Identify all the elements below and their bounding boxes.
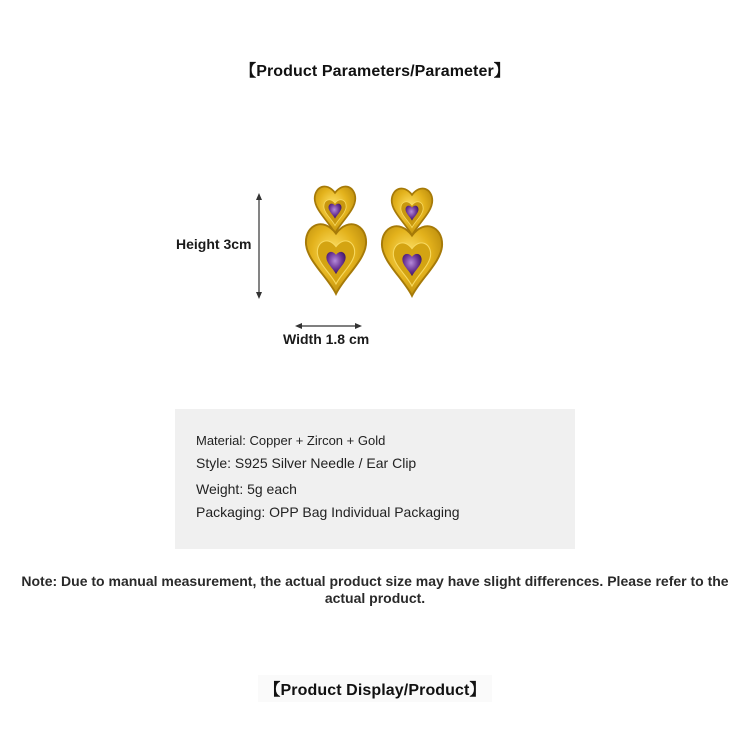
width-arrow	[295, 323, 362, 329]
width-label: Width 1.8 cm	[283, 331, 370, 347]
display-heading-text: 【Product Display/Product】	[258, 675, 491, 702]
measurement-note: Note: Due to manual measurement, the actual product size may have slight differences. Please refer to the actual product.	[21, 573, 729, 606]
spec-packaging: Packaging: OPP Bag Individual Packaging	[196, 504, 460, 520]
spec-style: Style: S925 Silver Needle / Ear Clip	[196, 455, 417, 471]
display-heading	[0, 675, 750, 702]
spec-weight: Weight: 5g each	[196, 481, 297, 497]
height-label: Height 3cm	[176, 236, 252, 252]
spec-material: Material: Copper + Zircon + Gold	[196, 433, 386, 448]
parameters-heading: 【Product Parameters/Parameter】	[240, 63, 510, 80]
height-arrow	[256, 193, 262, 299]
spec-box	[175, 409, 575, 549]
left-earring	[306, 186, 366, 293]
right-earring	[382, 188, 442, 295]
